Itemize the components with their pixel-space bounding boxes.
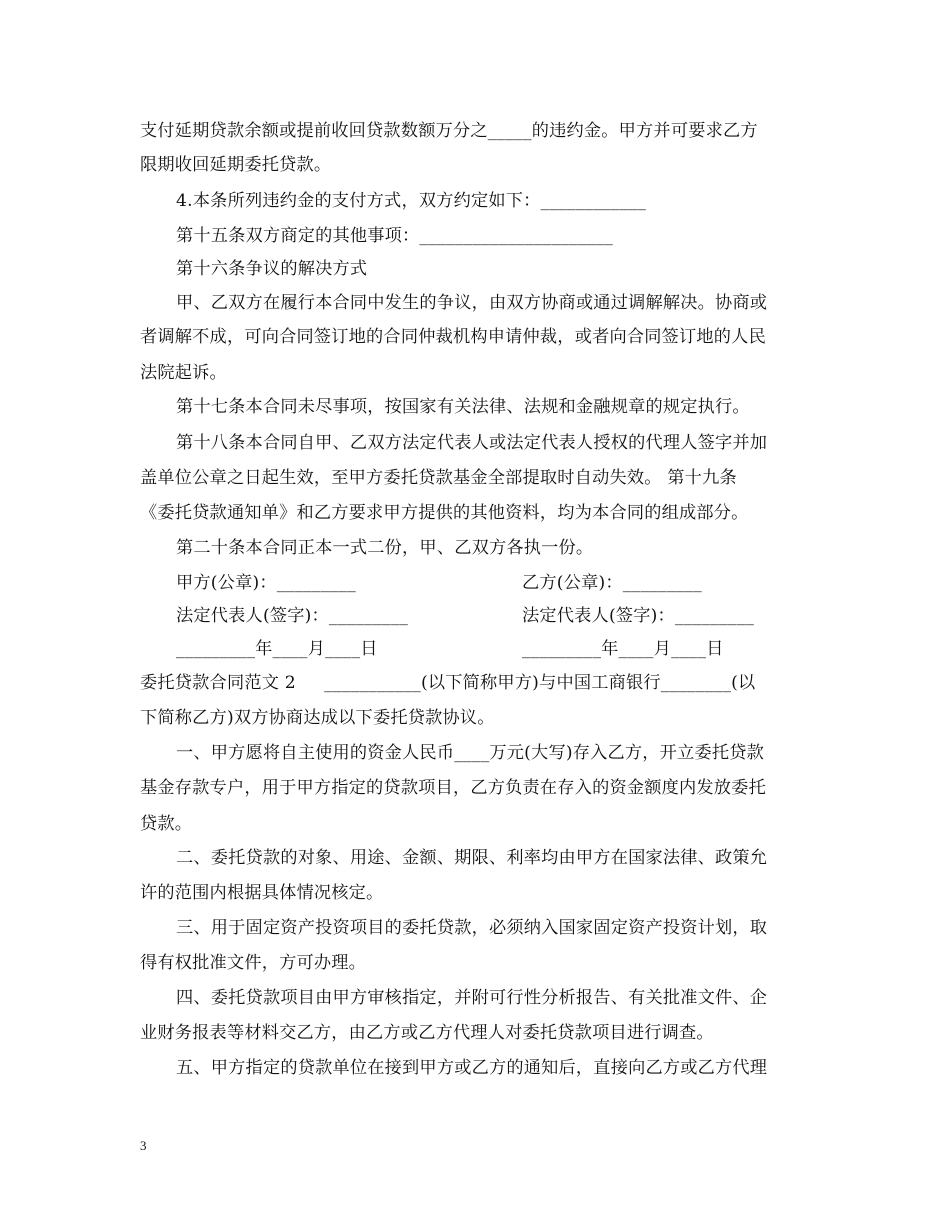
text-line: 贷款。 xyxy=(140,814,193,834)
page-number: 3 xyxy=(140,1138,147,1153)
text-line: 三、用于固定资产投资项目的委托贷款，必须纳入国家固定资产投资计划，取 xyxy=(176,918,768,938)
text-line: 二、委托贷款的对象、用途、金额、期限、利率均由甲方在国家法律、政策允 xyxy=(176,848,768,868)
text-line: 支付延期贷款余额或提前收回贷款数额万分之_____的违约金。甲方并可要求乙方 xyxy=(140,121,758,141)
party-b-representative: 法定代表人(签字)：_________ xyxy=(522,606,755,626)
text-line: 第十七条本合同未尽事项，按国家有关法律、法规和金融规章的规定执行。 xyxy=(176,397,750,417)
text-line: 《委托贷款通知单》和乙方要求甲方提供的其他资料，均为本合同的组成部分。 xyxy=(140,503,749,523)
text-line: 委托贷款合同范文 2 ___________(以下简称甲方)与中国工商银行________(以 xyxy=(140,673,756,693)
text-line: 许的范围内根据具体情况核定。 xyxy=(140,883,384,903)
text-line: 业财务报表等材料交乙方，由乙方或乙方代理人对委托贷款项目进行调查。 xyxy=(140,1023,714,1043)
party-a-representative: 法定代表人(签字)：_________ xyxy=(176,606,409,626)
party-b-date: _________年____月____日 xyxy=(522,639,724,659)
text-line: 甲、乙双方在履行本合同中发生的争议，由双方协商或通过调解解决。协商或 xyxy=(176,293,768,313)
text-line: 四、委托贷款项目由甲方审核指定，并附可行性分析报告、有关批准文件、企 xyxy=(176,988,768,1008)
text-line: 第十五条双方商定的其他事项：______________________ xyxy=(176,226,613,246)
text-line: 盖单位公章之日起生效，至甲方委托贷款基金全部提取时自动失效。 第十九条 xyxy=(140,468,737,488)
text-line: 法院起诉。 xyxy=(140,363,227,383)
text-line: 第十八条本合同自甲、乙双方法定代表人或法定代表人授权的代理人签字并加 xyxy=(176,433,768,453)
text-line: 限期收回延期委托贷款。 xyxy=(140,155,332,175)
party-a-seal: 甲方(公章)：_________ xyxy=(176,573,356,593)
text-line: 五、甲方指定的贷款单位在接到甲方或乙方的通知后，直接向乙方或乙方代理 xyxy=(176,1058,768,1078)
text-line: 第十六条争议的解决方式 xyxy=(176,259,368,279)
text-line: 基金存款专户，用于甲方指定的贷款项目，乙方负责在存入的资金额度内发放委托 xyxy=(140,778,766,798)
text-line: 一、甲方愿将自主使用的资金人民币____万元(大写)存入乙方，开立委托贷款 xyxy=(176,743,765,763)
party-b-seal: 乙方(公章)：_________ xyxy=(522,573,702,593)
text-line: 下简称乙方)双方协商达成以下委托贷款协议。 xyxy=(140,708,495,728)
party-a-date: _________年____月____日 xyxy=(176,639,378,659)
text-line: 者调解不成，可向合同签订地的合同仲裁机构申请仲裁，或者向合同签订地的人民 xyxy=(140,327,766,347)
text-line: 得有权批准文件，方可办理。 xyxy=(140,953,367,973)
text-line: 第二十条本合同正本一式二份，甲、乙双方各执一份。 xyxy=(176,538,594,558)
text-line: 4.本条所列违约金的支付方式，双方约定如下：____________ xyxy=(176,191,647,211)
